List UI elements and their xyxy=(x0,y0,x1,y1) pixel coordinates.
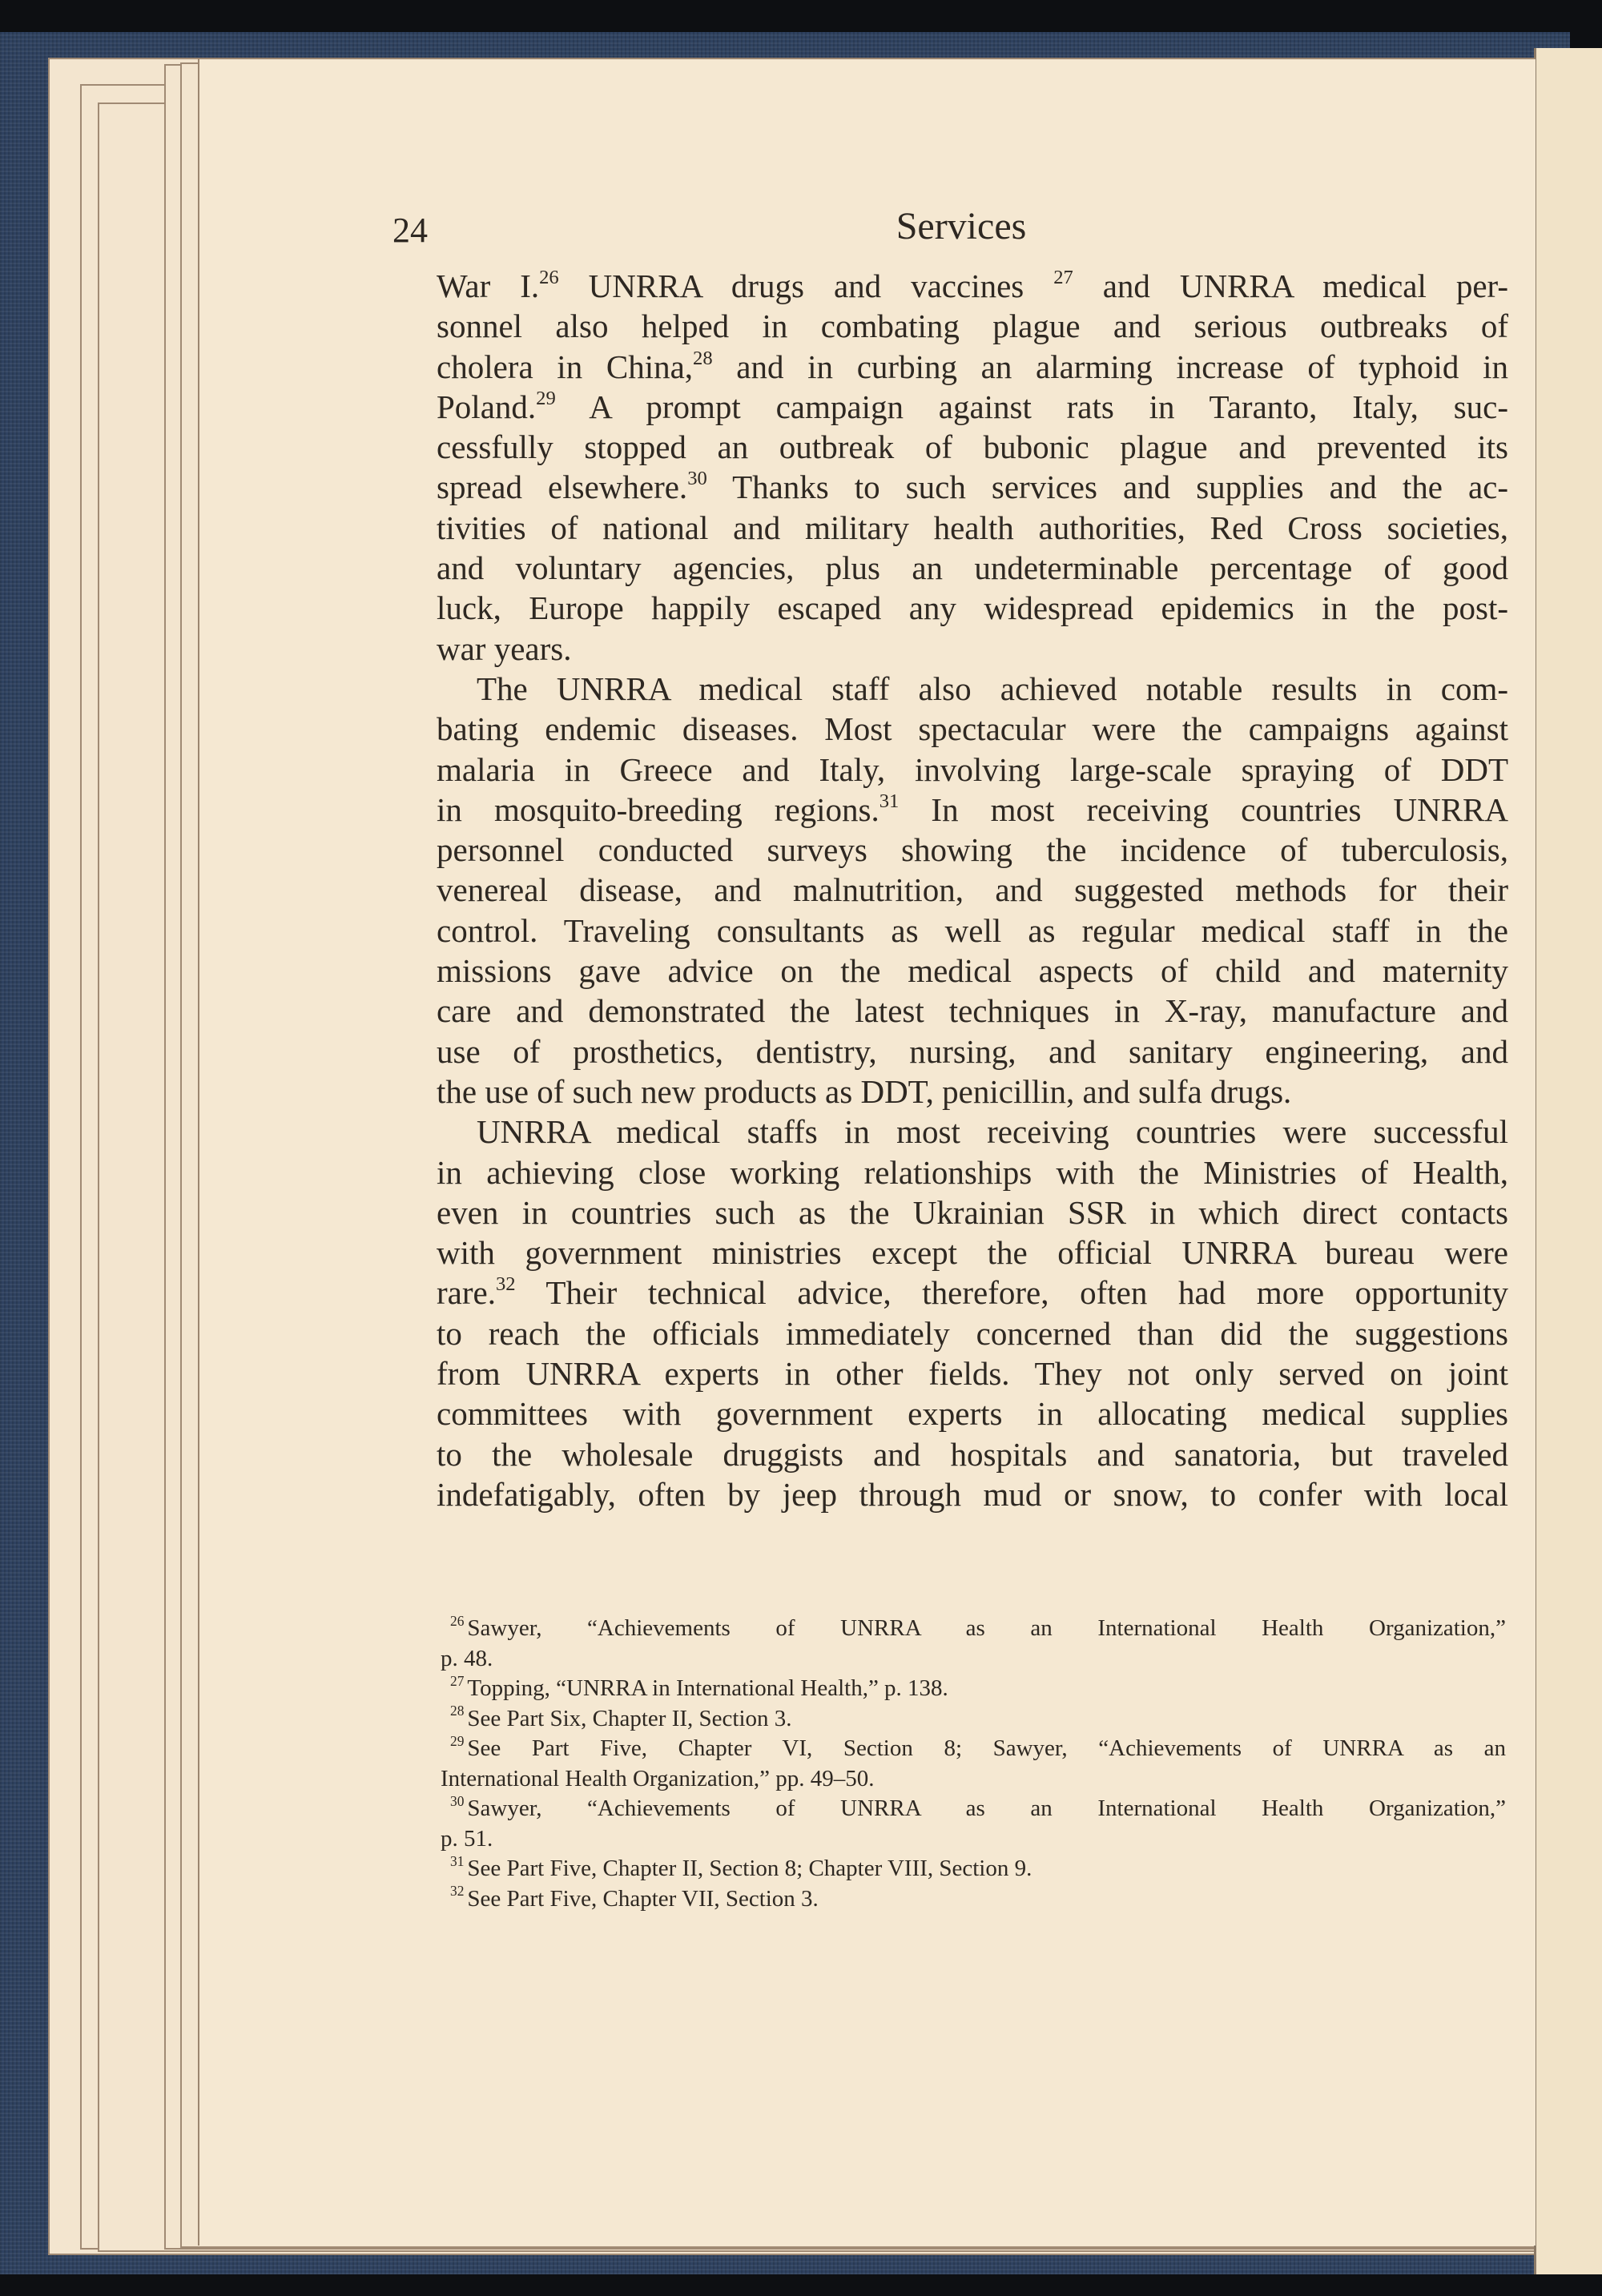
text-line xyxy=(437,629,1508,669)
text-segment: Thanks to such services and supplies and the ac- xyxy=(706,468,1508,506)
text-line xyxy=(437,347,1508,387)
text-segment: and voluntary agencies, plus an undeterminable percentage of good xyxy=(437,549,1508,587)
text-line xyxy=(437,508,1508,548)
footnote-text: Topping, “UNRRA in International Health,” p. 138. xyxy=(467,1675,948,1701)
paragraph xyxy=(437,266,1508,669)
footnote-number: 29 xyxy=(450,1732,465,1749)
text-line xyxy=(437,911,1508,951)
text-line xyxy=(437,951,1508,991)
text-segment: malaria in Greece and Italy, involving large-scale spraying of DDT xyxy=(437,750,1508,788)
text-line xyxy=(437,1232,1508,1273)
text-line xyxy=(437,427,1508,467)
footnote-number: 26 xyxy=(450,1612,465,1629)
footnote-text: International Health Organization,” pp. 49–50. xyxy=(441,1765,875,1791)
footnote-ref[interactable]: 32 xyxy=(495,1273,516,1296)
footnote-ref[interactable]: 31 xyxy=(879,790,900,812)
text-line xyxy=(437,709,1508,749)
footnote-text: p. 51. xyxy=(441,1825,493,1852)
footnote-line xyxy=(441,1794,1506,1824)
text-line xyxy=(437,669,1508,709)
text-segment: The UNRRA medical staff also achieved notable results in com- xyxy=(477,669,1508,707)
text-segment: to the wholesale druggists and hospitals and sanatoria, but traveled xyxy=(437,1435,1508,1473)
paragraph xyxy=(437,669,1508,1112)
text-line xyxy=(437,790,1508,830)
text-line xyxy=(437,991,1508,1031)
footnote xyxy=(441,1704,1506,1735)
text-line xyxy=(437,467,1508,507)
text-segment: use of prosthetics, dentistry, nursing, and sanitary engineering, and xyxy=(437,1032,1508,1070)
footnote xyxy=(441,1674,1506,1704)
footnote-text: See Part Six, Chapter II, Section 3. xyxy=(467,1705,792,1731)
text-line xyxy=(437,266,1508,306)
footnote-line xyxy=(441,1614,1506,1644)
footnote-line xyxy=(441,1854,1506,1884)
footnote-line xyxy=(441,1764,1506,1795)
text-line xyxy=(437,750,1508,790)
text-segment: cessfully stopped an outbreak of bubonic plague and prevented its xyxy=(437,428,1508,466)
running-title: Services xyxy=(896,205,1027,247)
footnote-line xyxy=(441,1704,1506,1735)
text-segment: even in countries such as the Ukrainian SSR in which direct contacts xyxy=(437,1193,1508,1231)
facing-page-edge xyxy=(1534,48,1602,2274)
text-line xyxy=(437,306,1508,346)
text-segment: care and demonstrated the latest techniques in X-ray, manufacture and xyxy=(437,992,1508,1030)
footnote-number: 31 xyxy=(450,1852,465,1869)
footnote-text: See Part Five, Chapter II, Section 8; Chapter VIII, Section 9. xyxy=(467,1856,1032,1881)
footnote-line xyxy=(441,1884,1506,1915)
text-line xyxy=(437,1273,1508,1313)
text-segment: war years. xyxy=(437,629,572,667)
footnote xyxy=(441,1614,1506,1674)
text-segment: bating endemic diseases. Most spectacular were the campaigns against xyxy=(437,710,1508,748)
text-segment: in achieving close working relationships with the Ministries of Health, xyxy=(437,1153,1508,1191)
text-line xyxy=(437,1474,1508,1514)
text-segment: personnel conducted surveys showing the incidence of tuberculosis, xyxy=(437,831,1508,869)
footnote-ref[interactable]: 26 xyxy=(539,266,559,288)
text-segment: War I. xyxy=(437,267,540,304)
footnote xyxy=(441,1734,1506,1794)
footnotes xyxy=(441,1614,1506,1914)
text-line xyxy=(437,1313,1508,1353)
text-segment: In most receiving countries UNRRA xyxy=(899,790,1509,828)
paragraph xyxy=(437,1112,1508,1514)
footnote-text: p. 48. xyxy=(441,1645,493,1671)
text-segment: missions gave advice on the medical aspects of child and maternity xyxy=(437,952,1508,990)
text-segment: rare. xyxy=(437,1274,496,1312)
text-segment: luck, Europe happily escaped any widespread epidemics in the post- xyxy=(437,589,1508,627)
text-line xyxy=(437,1353,1508,1393)
text-line xyxy=(437,1152,1508,1192)
text-segment: to reach the officials immediately concerned than did the suggestions xyxy=(437,1314,1508,1352)
text-segment: venereal disease, and malnutrition, and suggested methods for their xyxy=(437,871,1508,909)
footnote xyxy=(441,1884,1506,1915)
text-segment: indefatigably, often by jeep through mud or snow, to confer with local xyxy=(437,1475,1508,1513)
text-line xyxy=(437,1072,1508,1112)
text-segment: the use of such new products as DDT, penicillin, and sulfa drugs. xyxy=(437,1072,1292,1110)
footnote-number: 28 xyxy=(450,1703,465,1719)
footnote xyxy=(441,1854,1506,1884)
text-segment: with government ministries except the official UNRRA bureau were xyxy=(437,1234,1508,1272)
footnote-text: Sawyer, “Achievements of UNRRA as an International Health Organization,” xyxy=(467,1795,1506,1821)
text-segment: A prompt campaign against rats in Taranto, Italy, suc- xyxy=(555,388,1508,425)
text-segment: UNRRA drugs and vaccines xyxy=(558,267,1054,304)
text-line xyxy=(437,588,1508,628)
text-segment: tivities of national and military health authorities, Red Cross societies, xyxy=(437,509,1508,546)
text-line xyxy=(437,1434,1508,1474)
text-line xyxy=(437,387,1508,427)
text-segment: Their technical advice, therefore, often had more opportunity xyxy=(515,1274,1508,1312)
footnote xyxy=(441,1794,1506,1854)
page-number: 24 xyxy=(392,211,428,250)
text-line xyxy=(437,830,1508,870)
footnote-line xyxy=(441,1824,1506,1855)
footnote-ref[interactable]: 30 xyxy=(687,468,707,490)
footnote-line xyxy=(441,1674,1506,1704)
text-segment: committees with government experts in allocating medical supplies xyxy=(437,1395,1508,1433)
footnote-text: Sawyer, “Achievements of UNRRA as an International Health Organization,” xyxy=(467,1615,1506,1641)
text-line xyxy=(437,1393,1508,1433)
footnote-line xyxy=(441,1734,1506,1764)
text-segment: Poland. xyxy=(437,388,537,425)
text-line xyxy=(437,870,1508,910)
footnote-number: 27 xyxy=(450,1672,465,1689)
text-line xyxy=(437,1112,1508,1152)
text-segment: and UNRRA medical per- xyxy=(1073,267,1508,304)
text-segment: in mosquito-breeding regions. xyxy=(437,790,879,828)
footnote-number: 30 xyxy=(450,1792,465,1809)
text-segment: and in curbing an alarming increase of typhoid in xyxy=(712,348,1508,385)
text-line xyxy=(437,1192,1508,1232)
text-segment: control. Traveling consultants as well as regular medical staff in the xyxy=(437,911,1508,949)
text-line xyxy=(437,548,1508,588)
footnote-ref[interactable]: 27 xyxy=(1053,266,1073,288)
footnote-line xyxy=(441,1644,1506,1675)
text-segment: sonnel also helped in combating plague and serious outbreaks of xyxy=(437,308,1508,345)
footnote-text: See Part Five, Chapter VII, Section 3. xyxy=(467,1885,819,1912)
footnote-ref[interactable]: 29 xyxy=(536,387,556,409)
footnote-number: 32 xyxy=(450,1883,465,1900)
text-segment: from UNRRA experts in other fields. They not only served on joint xyxy=(437,1355,1508,1393)
text-segment: UNRRA medical staffs in most receiving countries were successful xyxy=(477,1113,1508,1151)
footnote-ref[interactable]: 28 xyxy=(693,347,713,369)
body-text xyxy=(437,266,1508,1514)
text-segment: spread elsewhere. xyxy=(437,468,688,506)
footnote-text: See Part Five, Chapter VI, Section 8; Sawyer, “Achievements of UNRRA as an xyxy=(467,1735,1506,1761)
text-line xyxy=(437,1031,1508,1072)
text-segment: cholera in China, xyxy=(437,348,694,385)
